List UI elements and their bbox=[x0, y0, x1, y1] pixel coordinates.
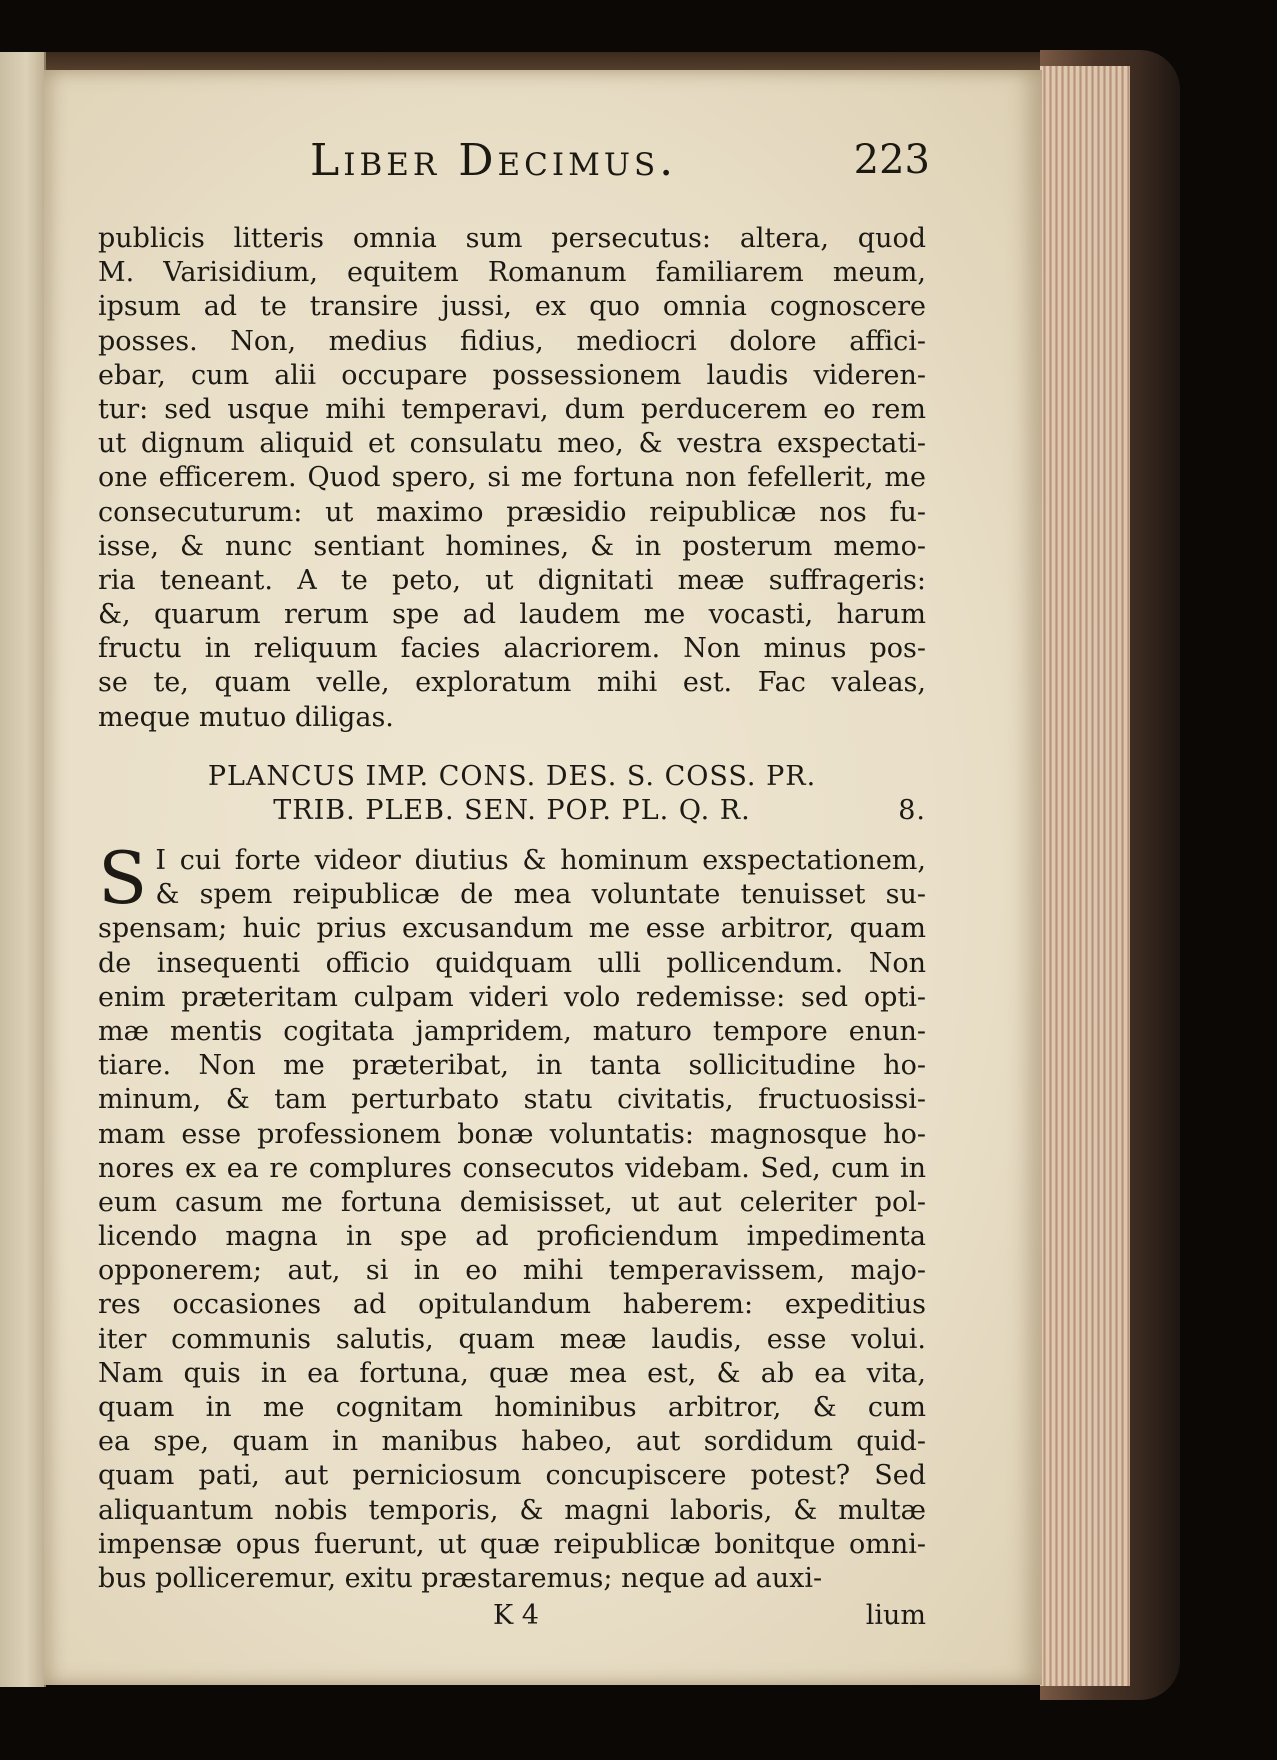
text-line: ria teneant. A te peto, ut dignitati meæ suffrageris: bbox=[98, 564, 926, 596]
drop-initial: S bbox=[98, 836, 148, 920]
text-line: M. Varisidium, equitem Romanum familiarem meum, bbox=[98, 257, 926, 289]
text-line: mæ mentis cogitata jampridem, maturo tempore enun- bbox=[98, 1015, 926, 1047]
text-line: res occasiones ad opitulandum haberem: expeditius bbox=[98, 1289, 926, 1321]
text-line: quam pati, aut perniciosum concupiscere potest? Sed bbox=[98, 1460, 926, 1492]
running-head: Liber Decimus. bbox=[310, 135, 678, 186]
text-line: consecuturum: ut maximo præsidio reipublicæ nos fu- bbox=[98, 496, 926, 528]
text-line: tiare. Non me præteribat, in tanta sollicitudine ho- bbox=[98, 1050, 926, 1082]
text-line: nores ex ea re complures consecutos videbam. Sed, cum in bbox=[98, 1152, 926, 1184]
text-line: opponerem; aut, si in eo mihi temperavissem, majo- bbox=[98, 1255, 926, 1287]
text-line: I cui forte videor diutius & hominum exspectationem, bbox=[155, 845, 926, 876]
text-line: ea spe, quam in manibus habeo, aut sordidum quid- bbox=[98, 1426, 926, 1458]
text-line: bus polliceremur, exitu præstaremus; neque ad auxi- bbox=[98, 1562, 823, 1594]
text-line: one efficerem. Quod spero, si me fortuna non fefellerit, me bbox=[98, 462, 926, 494]
letter-heading bbox=[98, 760, 926, 828]
letter-text-block bbox=[98, 836, 926, 1596]
left-page-gutter bbox=[0, 52, 46, 1687]
text-line: mam esse professionem bonæ voluntatis: magnosque ho- bbox=[98, 1118, 926, 1150]
text-line: aliquantum nobis temporis, & magni laboris, & multæ bbox=[98, 1494, 926, 1526]
catchword: lium bbox=[865, 1600, 926, 1631]
text-line: quam in me cognitam hominibus arbitror, & cum bbox=[98, 1392, 926, 1423]
text-line: eum casum me fortuna demisisset, ut aut celeriter pol- bbox=[98, 1186, 926, 1218]
text-line: enim præteritam culpam videri volo redemisse: sed opti- bbox=[98, 981, 926, 1013]
text-line: &, quarum rerum spe ad laudem me vocasti, harum bbox=[98, 599, 926, 631]
signature-mark: K 4 bbox=[493, 1600, 539, 1631]
text-line: se te, quam velle, exploratum mihi est. Fac valeas, bbox=[98, 667, 926, 699]
text-line: spensam; huic prius excusandum me esse arbitror, quam bbox=[98, 913, 926, 945]
text-line: Nam quis in ea fortuna, quæ mea est, & ab ea vita, bbox=[98, 1357, 926, 1389]
text-line: ipsum ad te transire jussi, ex quo omnia cognoscere bbox=[98, 291, 926, 323]
text-line: ebar, cum alii occupare possessionem laudis videren- bbox=[98, 359, 926, 391]
text-line: iter communis salutis, quam meæ laudis, esse volui. bbox=[98, 1323, 926, 1355]
letter-heading-line-2: TRIB. PLEB. SEN. POP. PL. Q. R. bbox=[273, 795, 751, 826]
text-line: posses. Non, medius fidius, mediocri dolore affici- bbox=[98, 325, 926, 357]
page-footer bbox=[98, 1600, 926, 1640]
text-line: tur: sed usque mihi temperavi, dum perducerem eo rem bbox=[98, 393, 926, 425]
text-line: impensæ opus fuerunt, ut quæ reipublicæ bonitque omni- bbox=[98, 1528, 926, 1560]
page-number: 223 bbox=[853, 137, 930, 183]
page-header bbox=[310, 135, 930, 195]
text-line: licendo magna in spe ad proficiendum impedimenta bbox=[98, 1221, 926, 1253]
letter-heading-line-1: PLANCUS IMP. CONS. DES. S. COSS. PR. bbox=[207, 761, 817, 792]
text-line: meque mutuo diligas. bbox=[98, 701, 394, 733]
text-line: minum, & tam perturbato statu civitatis, fructuosissi- bbox=[98, 1084, 926, 1116]
text-line: & spem reipublicæ de mea voluntate tenuisset su- bbox=[155, 879, 926, 911]
text-line: ut dignum aliquid et consulatu meo, & vestra exspectati- bbox=[98, 428, 926, 460]
page-edges bbox=[1040, 66, 1130, 1686]
text-line: de insequenti officio quidquam ulli pollicendum. Non bbox=[98, 947, 926, 979]
text-line: publicis litteris omnia sum persecutus: altera, quod bbox=[98, 223, 926, 254]
continued-text-block bbox=[98, 222, 926, 735]
letter-number: 8. bbox=[898, 795, 926, 826]
text-line: isse, & nunc sentiant homines, & in posterum memo- bbox=[98, 530, 926, 562]
text-line: fructu in reliquum facies alacriorem. Non minus pos- bbox=[98, 633, 926, 665]
